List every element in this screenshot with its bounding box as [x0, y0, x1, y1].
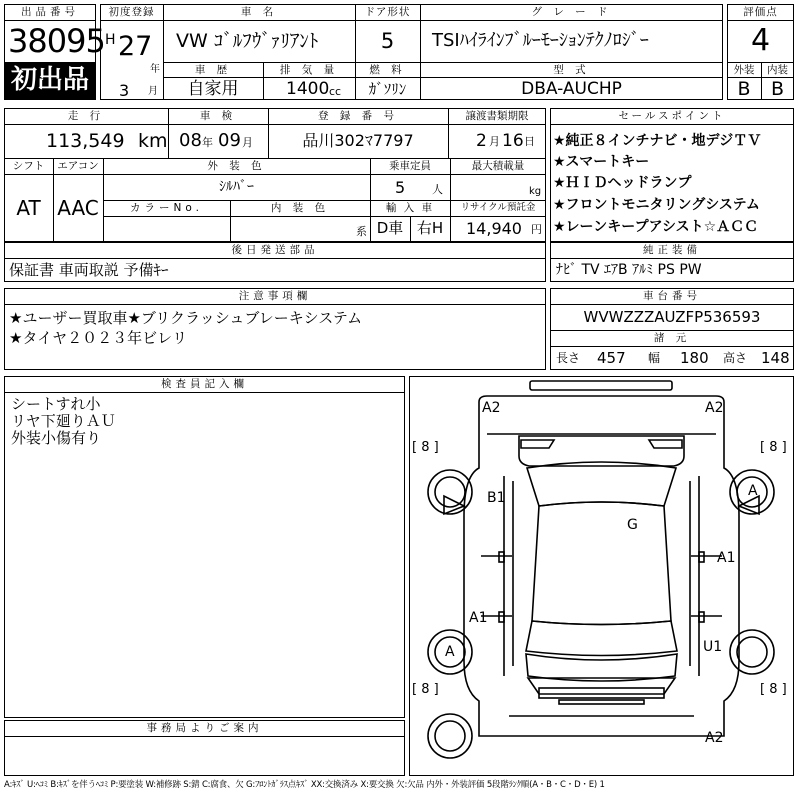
recycle-label: リサイクル預託金 — [460, 202, 536, 213]
mark-tire-rl: [ 8 ] — [412, 682, 439, 697]
length-value: 457 — [597, 349, 626, 367]
displacement-label: 排 気 量 — [279, 64, 339, 76]
length-label: 長さ — [556, 351, 581, 365]
ac-label: エアコン — [57, 160, 99, 172]
lot-number: 38095 — [8, 22, 105, 60]
color-value: ｼﾙﾊﾞｰ — [219, 179, 254, 195]
mark-tire-rr: [ 8 ] — [760, 682, 787, 697]
height-label: 高さ — [723, 351, 748, 365]
mileage-label: 走 行 — [67, 110, 105, 122]
interior-color-label: 内 装 色 — [270, 202, 330, 214]
first-reg-year: 27 — [118, 31, 153, 62]
mark-right-wheel-front: A — [748, 483, 758, 499]
recycle-unit: 円 — [531, 223, 542, 236]
max-load-unit: kg — [529, 186, 542, 197]
later-parts-value: 保証書 車両取説 予備ｷｰ — [9, 261, 169, 279]
max-load-label: 最大積載量 — [471, 160, 525, 172]
mileage-unit: km — [138, 130, 168, 152]
capacity-value: 5 — [395, 178, 406, 197]
inspection-year: 08 — [179, 130, 202, 151]
height-value: 148 — [761, 349, 790, 367]
doors-value: 5 — [380, 29, 395, 53]
inspector-label: 検査員記入欄 — [161, 378, 248, 390]
lot-label: 出品番号 — [21, 6, 79, 18]
notes-label: 注意事項欄 — [238, 290, 312, 302]
inspection-month-unit: 月 — [242, 136, 253, 149]
transfer-label: 譲渡書類期限 — [465, 110, 529, 122]
import-label: 輸 入 車 — [385, 202, 435, 214]
grade-value: TSIﾊｲﾗｲﾝﾌﾞﾙｰﾓｰｼｮﾝﾃｸﾉﾛｼﾞｰ — [432, 30, 649, 51]
shift-value: AT — [16, 196, 41, 220]
first-reg-month: 3 — [119, 81, 130, 100]
sales-point-3: ★ＨＩＤヘッドランプ — [553, 175, 692, 191]
capacity-label: 乗車定員 — [389, 160, 431, 172]
inspector-line-1: シートすれ小 — [11, 395, 101, 413]
model-label: 型 式 — [553, 64, 590, 76]
score-label: 評価点 — [743, 6, 778, 18]
first-reg-month-unit: 月 — [148, 86, 158, 97]
capacity-unit: 人 — [432, 183, 443, 196]
transfer-day-unit: 日 — [524, 135, 535, 148]
mark-left-wheel-rear: A — [445, 644, 455, 660]
import-value: D車 — [376, 219, 404, 237]
transfer-day: 16 — [502, 131, 524, 151]
mark-right-rear: U1 — [703, 639, 723, 655]
sales-point-1: ★純正８インチナビ・地デジＴＶ — [553, 133, 762, 149]
genuine-equipment-value: ﾅﾋﾞ TV ｴｱB ｱﾙﾐ PS PW — [556, 262, 702, 278]
inspector-line-2: リヤ下廻りＡＵ — [11, 412, 116, 430]
chassis-label: 車台番号 — [643, 290, 701, 302]
mark-front-right: A2 — [705, 400, 724, 416]
first-reg-era: H — [105, 32, 116, 48]
ac-value: AAC — [57, 196, 99, 220]
steering-value: 右H — [416, 219, 444, 237]
mark-tire-fl: [ 8 ] — [412, 440, 439, 455]
displacement-value: 1400 — [286, 79, 330, 99]
width-label: 幅 — [648, 351, 661, 365]
mark-tire-fr: [ 8 ] — [760, 440, 787, 455]
car-name-value: VW ｺﾞﾙﾌｳﾞｧﾘｱﾝﾄ — [176, 30, 319, 52]
width-value: 180 — [680, 349, 709, 367]
plate-value: 品川302ﾏ7797 — [302, 131, 414, 150]
mileage-value: 113,549 — [46, 130, 125, 152]
mark-left-fender: B1 — [487, 490, 506, 506]
car-diagram — [409, 376, 794, 776]
details-box — [4, 108, 546, 242]
sales-point-2: ★スマートキー — [553, 154, 650, 170]
mark-left-rear-door: A1 — [469, 610, 488, 626]
mark-rear-right: A2 — [705, 730, 724, 746]
fuel-value: ｶﾞｿﾘﾝ — [368, 80, 407, 98]
first-reg-label: 初度登録 — [108, 6, 155, 18]
color-label: 外 装 色 — [207, 160, 266, 172]
first-reg-year-unit: 年 — [150, 64, 160, 75]
mark-right-door: A1 — [717, 550, 736, 566]
later-parts-label: 後日発送部品 — [231, 244, 319, 256]
displacement-unit: cc — [329, 85, 342, 98]
mark-front-left: A2 — [482, 400, 501, 416]
chassis-value: WVWZZZAUZFP536593 — [583, 308, 761, 326]
fuel-label: 燃 料 — [369, 64, 406, 76]
car-name-label: 車 名 — [240, 6, 278, 18]
inspector-line-3: 外装小傷有り — [11, 429, 102, 447]
genuine-equipment-label: 純正装備 — [643, 244, 701, 256]
interior-color-suffix: 系 — [356, 225, 367, 238]
ext-grade-label: 外装 — [733, 64, 755, 76]
model-value: DBA-AUCHP — [521, 79, 622, 99]
transfer-month: 2 — [476, 131, 487, 151]
specs-label: 諸 元 — [653, 332, 691, 344]
notes-line-1: ★ユーザー買取車★ブリクラッシュブレーキシステム — [9, 309, 363, 327]
office-label: 事務局よりご案内 — [146, 722, 263, 734]
ext-grade-value: B — [737, 78, 751, 100]
int-grade-value: B — [770, 78, 785, 100]
sales-points-label: セールスポイント — [618, 110, 726, 122]
transfer-month-unit: 月 — [489, 135, 500, 148]
recycle-value: 14,940 — [466, 219, 522, 238]
notes-line-2: ★タイヤ２０２３年ビレリ — [9, 329, 188, 347]
inspection-year-unit: 年 — [202, 136, 213, 149]
history-label: 車 歴 — [194, 64, 232, 76]
doors-label: ドア形状 — [364, 6, 411, 18]
legend-text: A:ｷｽﾞ U:ﾍｺﾐ B:ｷｽﾞを伴うﾍｺﾐ P:要塗装 W:補修跡 S:錆 C:腐食、欠 G:ﾌﾛﾝﾄｶﾞﾗｽ点ｷｽﾞ XX:交換済み X:要交換 欠:欠品 内外・外装評価 5段階ﾗﾝｸ順(A・B・C・D・E) 1 — [4, 780, 605, 790]
inspection-label: 車 検 — [199, 110, 237, 122]
sales-point-5: ★レーンキープアシスト☆ＡＣＣ — [553, 219, 759, 235]
sales-point-4: ★フロントモニタリングシステム — [553, 197, 760, 213]
int-grade-label: 内装 — [767, 64, 788, 76]
inspection-month: 09 — [218, 130, 241, 151]
color-no-label: カラーNo. — [130, 202, 203, 214]
shift-label: シフト — [12, 160, 45, 172]
first-listing-text: 初出品 — [10, 65, 89, 95]
grade-label: グ レ ー ド — [531, 6, 612, 18]
mark-windshield: G — [627, 517, 638, 533]
plate-label: 登 録 番 号 — [317, 110, 398, 122]
score-value: 4 — [750, 23, 771, 58]
history-value: 自家用 — [187, 79, 239, 99]
